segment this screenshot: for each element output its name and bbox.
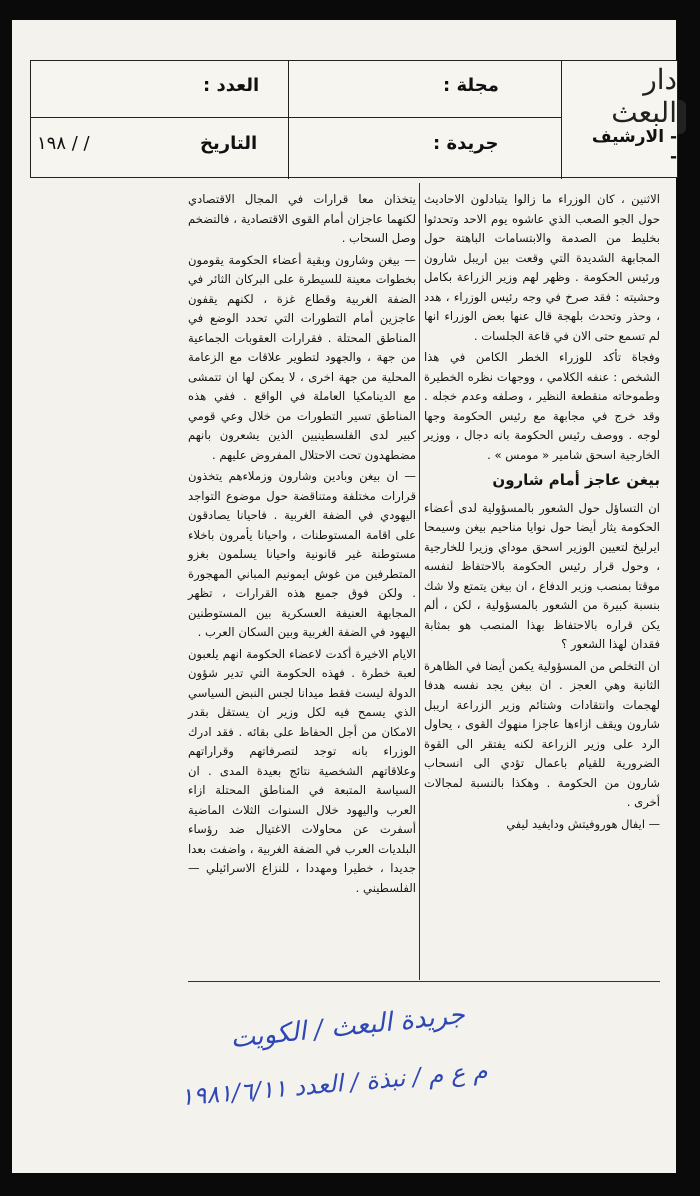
magazine-label: مجلة : bbox=[443, 75, 499, 96]
date-label: التاريخ bbox=[200, 133, 258, 154]
article-left-column bbox=[188, 190, 416, 900]
paragraph: الايام الاخيرة أكدت لاعضاء الحكومة انهم يلعبون لعبة خطرة . فهذه الحكومة التي تدير شؤون الدولة ليست فقط ميدانا لجس النبض السياسي الذي يسمح فيه لكل وزير ان يستقل بقدر الامكان من أجل الحفاظ على بقائه . فقد ادرك الوزراء بانه توجد لتصرفاتهم وقراراتهم وعلاقاتهم الشخصية نتائج بعيدة المدى . ان السياسة المتبعة في المناطق المحتلة ازاء العرب واليهود خلال السنوات الثلاث الماضية أسفرت عن محاولات الاغتيال ضد رؤساء البلديات العرب في الضفة الغربية ، واضفت بعدا جديدا ، خطيرا ومهددا ، للنزاع الاسرائيلي — الفلسطيني . bbox=[188, 646, 416, 895]
archive-header bbox=[30, 60, 678, 178]
paragraph: وفجاة تأكد للوزراء الخطر الكامن في هذا الشخص : عنفه الكلامي ، ووجهات نظره الخطيرة وطموحاته منقطعة النظير ، وصلفه وعدم خجله . وقد خرج في مجابهة مع رئيس الحكومة وجها لوجه . ووصف رئيس الحكومة بانه دجال ، ووزير الخارجية اسحق شامير « مومس » . bbox=[424, 350, 660, 462]
paragraph: يتخذان معا قرارات في المجال الاقتصادي لكنهما عاجزان أمام القوى الاقتصادية ، فالتضخم وصل السحاب . bbox=[188, 192, 416, 245]
header-divider-left bbox=[288, 61, 289, 179]
handwritten-reference: م ع م / نبذة / العدد ١٩٨١/٦/١١ bbox=[179, 1056, 489, 1112]
paragraph: ان التخلص من المسؤولية يكمن أيضا في الظاهرة الثانية وهي العجز . ان بيغن يجد نفسه هدفا لهجمات وانتقادات وشتائم وزير الزراعة اريبل شارون ويقف ازاءها عاجزا منهوك القوى ، يحاول الرد على وزير الزراعة لكنه يفتقر الى القوة الضرورية للقيام باعمال تؤدي الى انسحاب شارون من الحكومة . وهكذا بالنسبة لمجالات أخرى . bbox=[424, 658, 660, 809]
article-credit: — ايفال هوروفيتش ودايفيد ليفي bbox=[506, 816, 660, 831]
header-divider-right bbox=[561, 61, 562, 179]
paragraph: الاثنين ، كان الوزراء ما زالوا يتبادلون الاحاديث حول الجو الصعب الذي عاشوه يوم الاحد وتحدثوا بخليط من الصدمة والابتسامات الباهتة حول المجابهة الشديدة التي وقعت بين اريبل شارون ورئيس الحكومة . وظهر لهم وزير الزراعة بكامل وحشيته : فقد صرخ في وجه رئيس الوزراء ، هدد ، وحذر وتحدث بلهجة قال عنها بعض الوزراء انها لم تسمع حتى الان في قاعة الجلسات . bbox=[424, 192, 660, 343]
issue-label: العدد : bbox=[203, 75, 260, 96]
archive-title: دار البعث bbox=[611, 63, 677, 129]
handwritten-source: جريدة البعث / الكويت bbox=[229, 999, 467, 1055]
date-value: ١٩٨ / / bbox=[37, 133, 90, 154]
archive-label: - الارشيف - bbox=[591, 127, 677, 167]
header-divider-horizontal bbox=[31, 117, 561, 118]
newspaper-label: جريدة : bbox=[433, 133, 499, 154]
article-right-column bbox=[424, 190, 660, 836]
paragraph: — بيغن وشارون وبقية أعضاء الحكومة يقومون بخطوات معينة للسيطرة على البركان الثائر في الضفة الغربية وقطاع غزة ، لكنهم يقفون عاجزين أمام التطورات التي تحدد الوضع في المناطق المحتلة . فقرارات العقوبات الجماعية من جهة ، والجهود لتطوير علاقات مع الزعامة المحلية من جهة اخرى ، لا يمكن لها ان تتمشى مع الدينامكيا العاملة في الواقع . ففي هذه المناطق تسير التطورات من خلال وعي قومي كبير لدى الفلسطينيين الذين يشعرون بانهم مضطهدون تحت الاحتلال المفروض عليهم . bbox=[188, 252, 416, 462]
column-rule bbox=[419, 183, 420, 980]
article-subheading: بيغن عاجز أمام شارون bbox=[492, 471, 660, 489]
bottom-rule bbox=[188, 981, 660, 982]
paragraph: ان التساؤل حول الشعور بالمسؤولية لدى أعضاء الحكومة يثار أيضا حول نوايا مناحيم بيغن وسيمحا ايرليخ لتعيين الوزير اسحق موداي وزيرا للخارجية ، وحول قرار رئيس الحكومة بالاحتفاظ لنفسه موقتا بمنصب وزير الدفاع ، ان بيغن يتمتع ولا شك بنسبة كبيرة من الشعور بالمسؤولية ، لكن ، ألم يكن قراره بالاحتفاظ بهذا المنصب هو بمثابة فقدان لهذا الشعور ؟ bbox=[424, 500, 660, 651]
paragraph: — ان بيغن وبادين وشارون وزملاءهم يتخذون قرارات مختلفة ومتناقضة حول موضوع التواجد اليهودي في الضفة الغربية . فاحيانا يصادقون على اقامة المستوطنات ، واحيانا يأمرون باخلاء مستوطنة غير قانونية واحيانا يسلمون بغزو المتطرفين من غوش ايمونيم المباني المهجورة . ولكن فوق جميع هذه القرارات ، تظهر المجابهة العنيفة العسكرية بين المستوطنين اليهود في الضفة الغربية وبين السكان العرب . bbox=[188, 469, 416, 639]
